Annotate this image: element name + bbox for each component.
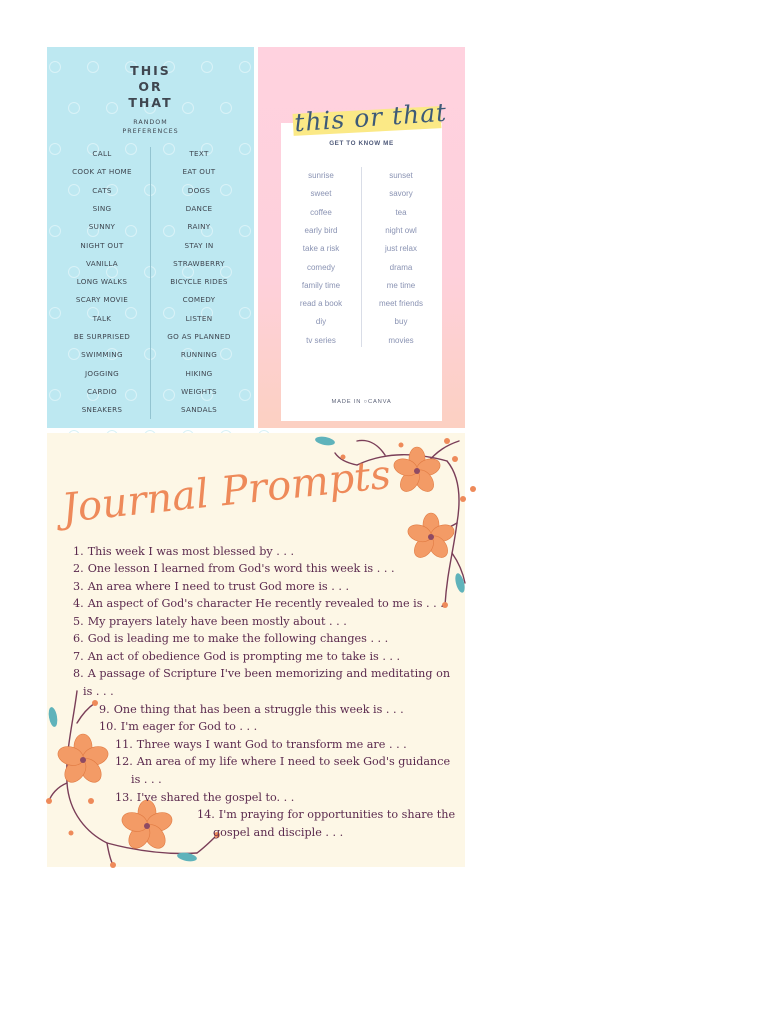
blue-option-right-7: STRAWBERRY — [173, 258, 225, 268]
journal-prompts-card — [47, 433, 465, 867]
pink-option-right-7: me time — [386, 280, 416, 290]
background-dot-33 — [183, 267, 194, 278]
pink-option-right-8: meet friends — [378, 299, 424, 309]
journal-prompt-1 — [73, 545, 294, 559]
prompt-number: 12. — [115, 755, 133, 768]
blue-option-left-14: CARDIO — [86, 386, 118, 396]
pink-subtitle: GET TO KNOW ME — [329, 140, 394, 147]
blue-title-line-1: THIS — [130, 63, 171, 78]
pink-option-right-10: movies — [388, 335, 414, 345]
journal-prompt-14 — [197, 808, 455, 822]
pink-option-left-9: diy — [315, 317, 327, 327]
prompt-text: One thing that has been a struggle this week is . . . — [113, 703, 404, 716]
journal-prompt-12 — [115, 755, 450, 769]
prompt-number: 7. — [73, 650, 84, 663]
background-dot-34 — [221, 267, 232, 278]
blue-option-right-13: HIKING — [185, 368, 213, 378]
prompt-text: Three ways I want God to transform me are . . . — [136, 738, 407, 751]
made-in-canva-footer: MADE IN ○CANVA — [331, 399, 392, 405]
pink-script-title-text: this or that — [293, 97, 448, 138]
journal-prompt-13 — [115, 791, 294, 805]
prompt-text: I'm praying for opportunities to share the — [218, 808, 456, 821]
blue-option-left-6: NIGHT OUT — [80, 240, 124, 250]
journal-prompt-12-continuation: is . . . — [131, 773, 162, 786]
pink-option-left-2: sweet — [310, 189, 332, 199]
prompt-number: 13. — [115, 791, 133, 804]
blue-title-line-3: THAT — [128, 95, 173, 110]
prompt-number: 10. — [99, 720, 117, 733]
prompt-text: I've shared the gospel to. . . — [136, 791, 295, 804]
blue-option-left-3: CATS — [92, 185, 112, 195]
prompt-number: 11. — [115, 738, 133, 751]
journal-prompt-8 — [73, 667, 450, 681]
journal-prompt-9 — [99, 703, 404, 717]
journal-prompt-14-continuation: gospel and disciple . . . — [213, 826, 344, 839]
pink-option-left-5: take a risk — [302, 244, 340, 254]
prompt-number: 14. — [197, 808, 215, 821]
pink-option-right-2: savory — [389, 189, 413, 199]
blue-option-left-4: SING — [92, 203, 112, 213]
prompt-number: 3. — [73, 580, 84, 593]
pink-option-right-4: night owl — [385, 225, 417, 235]
blue-option-left-10: TALK — [92, 313, 112, 323]
journal-prompt-7 — [73, 650, 400, 664]
prompt-text: One lesson I learned from God's word this week is . . . — [87, 562, 395, 575]
prompt-number: 5. — [73, 615, 84, 628]
blue-option-right-5: RAINY — [187, 222, 211, 232]
blue-option-right-2: EAT OUT — [182, 167, 216, 177]
pink-option-left-4: early bird — [304, 225, 338, 235]
pink-option-right-6: drama — [389, 262, 413, 272]
prompt-text: God is leading me to make the following changes . . . — [87, 632, 389, 645]
pink-option-right-3: tea — [395, 207, 407, 217]
background-dot-31 — [107, 267, 118, 278]
prompt-text: My prayers lately have been mostly about . . . — [87, 615, 347, 628]
this-or-that-blue-card — [47, 47, 254, 428]
blue-option-left-2: COOK AT HOME — [72, 167, 132, 177]
prompt-text: I'm eager for God to . . . — [120, 720, 258, 733]
blue-option-left-7: VANILLA — [85, 258, 119, 268]
journal-prompt-10 — [99, 720, 257, 734]
journal-prompt-4 — [73, 597, 444, 611]
pink-option-left-6: comedy — [306, 262, 335, 272]
pink-white-panel — [281, 123, 442, 421]
blue-option-left-1: CALL — [92, 149, 112, 158]
blue-option-left-11: BE SURPRISED — [73, 332, 131, 341]
pink-option-left-8: read a book — [299, 299, 343, 309]
blue-subtitle-line-1: RANDOM — [133, 119, 168, 126]
journal-prompt-5 — [73, 615, 347, 629]
pink-option-left-7: family time — [301, 280, 341, 290]
pink-option-left-3: coffee — [310, 207, 332, 217]
this-or-that-pink-card — [258, 47, 465, 428]
prompt-number: 4. — [73, 597, 84, 610]
blue-option-right-1: TEXT — [189, 149, 209, 158]
background-dot-30 — [69, 267, 80, 278]
journal-prompt-8-continuation: is . . . — [83, 685, 114, 698]
journal-title-text: Journal Prompts — [59, 451, 393, 533]
journal-title-script — [57, 443, 393, 533]
pink-option-right-5: just relax — [384, 244, 417, 254]
pink-script-title — [291, 97, 451, 139]
blue-option-left-8: LONG WALKS — [76, 277, 128, 287]
prompt-text: A passage of Scripture I've been memorizing and meditating on — [87, 667, 451, 680]
prompt-number: 9. — [99, 703, 110, 716]
blue-option-right-4: DANCE — [185, 203, 213, 213]
prompt-number: 8. — [73, 667, 84, 680]
journal-prompt-3 — [73, 580, 349, 594]
blue-option-right-14: WEIGHTS — [181, 386, 217, 396]
blue-option-right-12: RUNNING — [180, 350, 218, 360]
journal-prompt-11 — [115, 738, 407, 752]
journal-prompt-2 — [73, 562, 395, 576]
prompt-number: 2. — [73, 562, 84, 575]
blue-option-right-10: LISTEN — [185, 313, 213, 323]
blue-option-right-9: COMEDY — [182, 295, 216, 305]
prompt-number: 1. — [73, 545, 84, 558]
blue-subtitle-line-2: PREFERENCES — [122, 128, 179, 135]
blue-option-right-3: DOGS — [187, 185, 211, 195]
prompt-text: An act of obedience God is prompting me to take is . . . — [87, 650, 401, 663]
pink-option-right-9: buy — [394, 317, 408, 327]
blue-option-left-15: SNEAKERS — [81, 405, 123, 415]
blue-option-right-6: STAY IN — [184, 240, 214, 250]
prompt-text: An aspect of God's character He recently revealed to me is . . . — [87, 597, 444, 610]
blue-option-right-8: BICYCLE RIDES — [170, 277, 228, 287]
blue-option-left-9: SCARY MOVIE — [75, 295, 129, 305]
prompt-text: This week I was most blessed by . . . — [87, 545, 295, 558]
blue-title-line-2: OR — [138, 79, 163, 94]
prompt-number: 6. — [73, 632, 84, 645]
pink-option-right-1: sunset — [389, 171, 413, 180]
blue-option-left-12: SWIMMING — [81, 350, 123, 360]
prompt-text: An area of my life where I need to seek God's guidance — [136, 755, 451, 768]
blue-option-left-13: JOGGING — [84, 368, 120, 378]
blue-option-left-5: SUNNY — [88, 222, 116, 232]
journal-prompt-6 — [73, 632, 388, 646]
blue-option-right-11: GO AS PLANNED — [167, 332, 231, 341]
prompt-text: An area where I need to trust God more is . . . — [87, 580, 350, 593]
pink-option-left-10: tv series — [306, 335, 336, 345]
pink-option-left-1: sunrise — [308, 171, 334, 180]
blue-option-right-15: SANDALS — [181, 405, 217, 415]
